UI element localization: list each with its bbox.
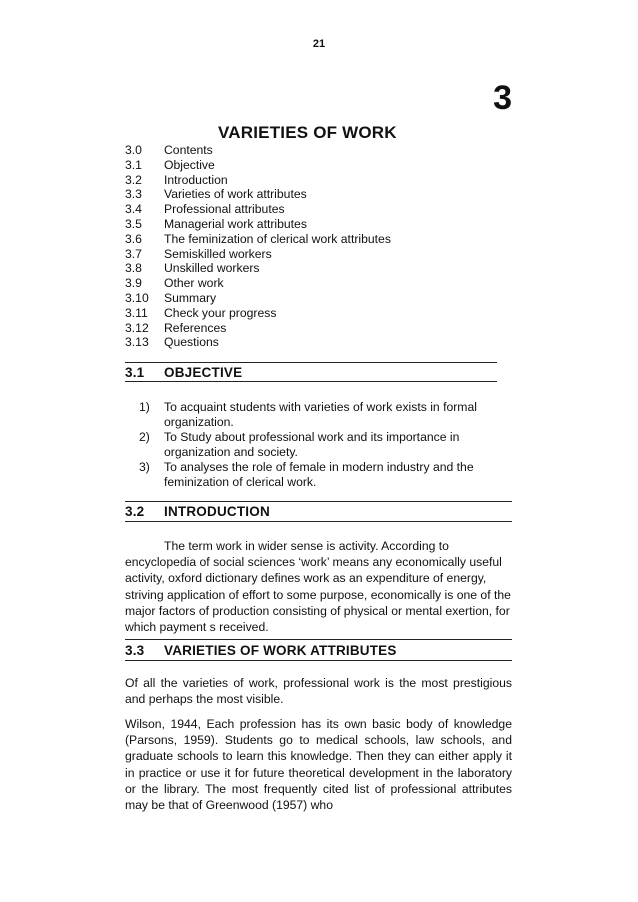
contents-item-label: Managerial work attributes [164, 216, 307, 231]
contents-item-label: Unskilled workers [164, 261, 260, 276]
contents-item-number: 3.13 [125, 335, 149, 350]
contents-item-label: Varieties of work attributes [164, 187, 307, 202]
list-item-number: 2) [139, 430, 150, 444]
contents-item-label: Introduction [164, 172, 228, 187]
contents-item-number: 3.12 [125, 320, 149, 335]
list-item-text: To analyses the role of female in modern industry and the feminization of clerical work. [164, 460, 474, 489]
contents-item-number: 3.1 [125, 157, 142, 172]
section-title: OBJECTIVE [164, 364, 243, 380]
contents-item [125, 173, 515, 188]
section-heading-varieties [125, 639, 512, 661]
contents-item-label: Contents [164, 143, 213, 157]
section-heading-objective [125, 362, 497, 382]
contents-item-label: Questions [164, 335, 219, 350]
contents-item [125, 291, 515, 306]
list-item [125, 430, 505, 460]
varieties-paragraph-1: Of all the varieties of work, professional work is the most prestigious and perhaps the most visible. [125, 676, 512, 707]
contents-item-label: Professional attributes [164, 202, 285, 217]
contents-item-number: 3.11 [125, 305, 148, 320]
chapter-number: 3 [493, 79, 512, 117]
list-item-number: 3) [139, 460, 150, 474]
list-item [125, 460, 505, 490]
section-number: 3.2 [125, 504, 145, 519]
contents-item [125, 247, 515, 262]
contents-item-number: 3.4 [125, 202, 142, 217]
contents-item [125, 232, 515, 247]
list-item-text: To acquaint students with varieties of work exists in formal organization. [164, 400, 477, 429]
contents-item-label: The feminization of clerical work attributes [164, 231, 391, 246]
page-number: 21 [312, 38, 326, 50]
section-heading-introduction [125, 501, 512, 522]
contents-item [125, 217, 515, 232]
list-item-number: 1) [139, 400, 150, 414]
contents-item-number: 3.2 [125, 172, 142, 187]
section-title: INTRODUCTION [164, 504, 270, 519]
list-item-text: To Study about professional work and its importance in organization and society. [164, 430, 460, 459]
contents-item [125, 276, 515, 291]
contents-item-label: Check your progress [164, 305, 277, 320]
contents-item [125, 187, 515, 202]
contents-item-number: 3.3 [125, 187, 142, 202]
contents-item-label: Objective [164, 157, 215, 172]
contents-item-number: 3.10 [125, 290, 149, 305]
contents-item-number: 3.6 [125, 231, 142, 246]
section-number: 3.1 [125, 364, 145, 380]
contents-list [125, 143, 515, 350]
contents-item-number: 3.7 [125, 246, 142, 261]
chapter-title: VARIETIES OF WORK [218, 123, 397, 142]
contents-item [125, 306, 515, 321]
contents-item [125, 143, 515, 158]
objective-list [125, 400, 505, 490]
contents-item-label: Semiskilled workers [164, 246, 272, 261]
section-title: VARIETIES OF WORK ATTRIBUTES [164, 642, 397, 658]
contents-item [125, 321, 515, 336]
contents-item [125, 335, 515, 350]
contents-item [125, 202, 515, 217]
contents-item-label: Summary [164, 290, 217, 305]
section-number: 3.3 [125, 642, 145, 658]
introduction-paragraph: The term work in wider sense is activity. According to encyclopedia of social sciences ‘work’ means any economically useful activity, oxford dictionary defines work as an expenditure of energy, striving application of effort to some purpose, economically is one of the major factors of production consisting of physical or mental exertion, for which payment s received. [125, 539, 511, 635]
contents-item-number: 3.5 [125, 216, 142, 231]
contents-item-number: 3.0 [125, 143, 142, 157]
contents-item-label: References [164, 320, 227, 335]
contents-item [125, 158, 515, 173]
contents-item-number: 3.9 [125, 276, 142, 291]
contents-item-label: Other work [164, 276, 224, 291]
contents-item-number: 3.8 [125, 261, 142, 276]
varieties-paragraph-2: Wilson, 1944, Each profession has its own basic body of knowledge (Parsons, 1959). Students go to medical schools, law schools, and graduate schools to learn this knowledge. Then they can either apply it in practice or use it for future theoretical development in the laboratory or the library. The most frequently cited list of professional attributes may be that of Greenwood (1957) who [125, 717, 512, 813]
contents-item [125, 261, 515, 276]
list-item [125, 400, 505, 430]
